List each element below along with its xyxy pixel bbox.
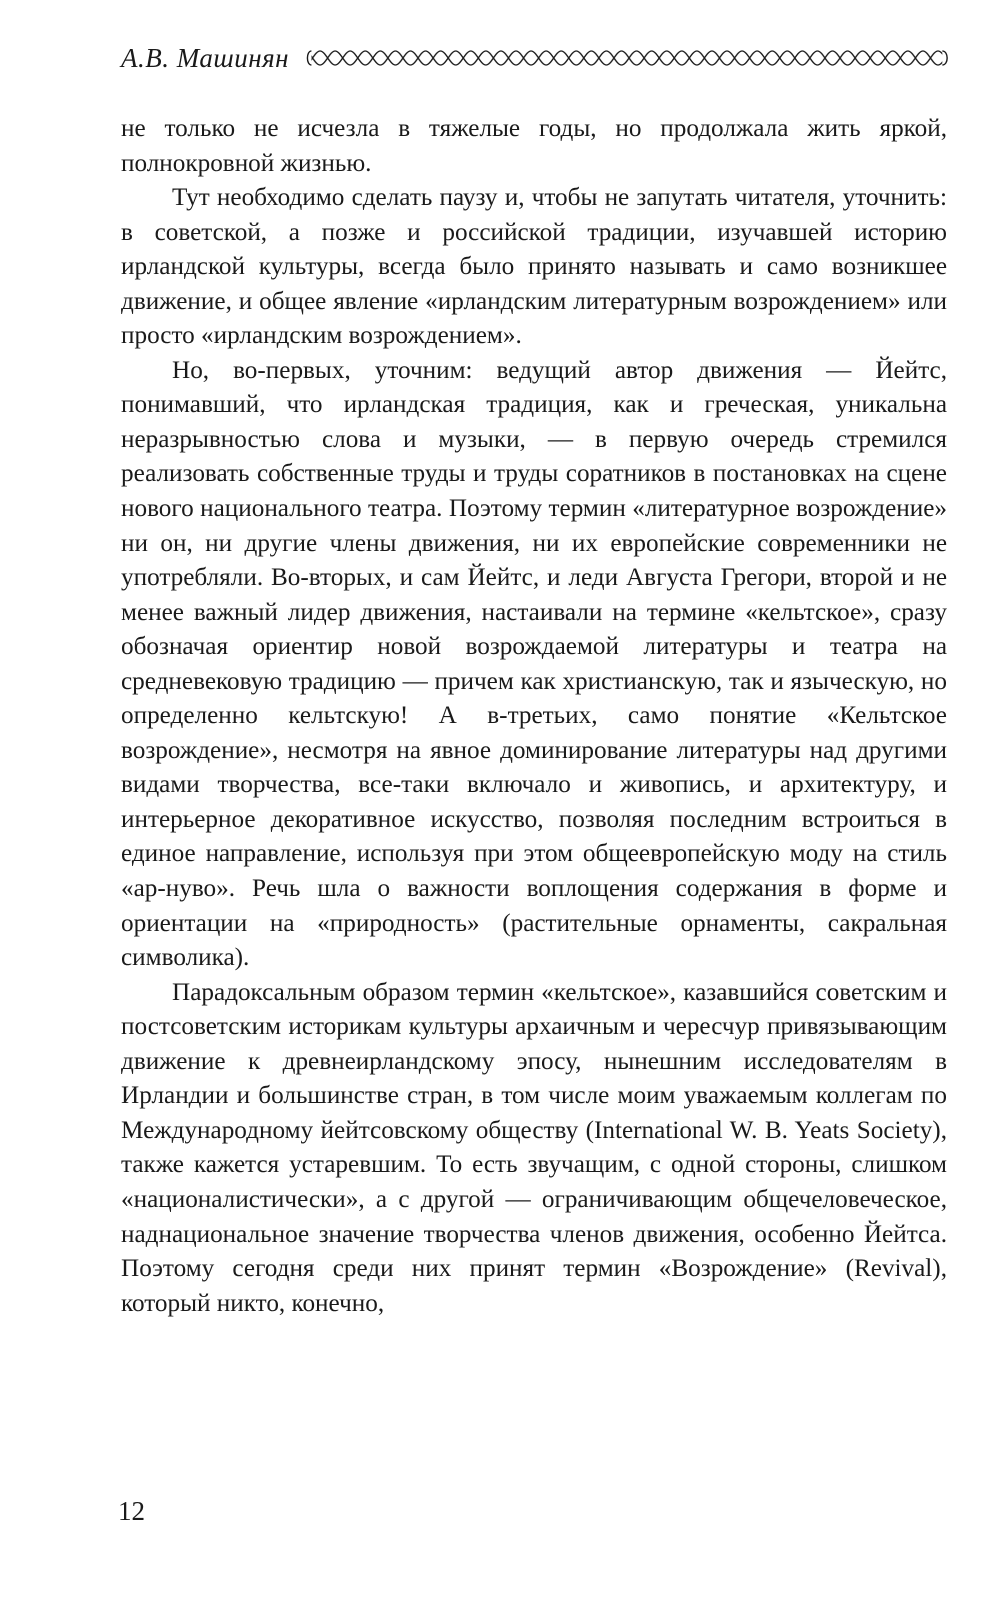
- paragraph: не только не исчезла в тяжелые годы, но продолжала жить яркой, полнокровной жизнью.: [121, 115, 947, 177]
- running-head-author: А.В. Машинян: [121, 42, 290, 73]
- paragraph: Тут необходимо сделать паузу и, чтобы не запутать читателя, уточнить: в советской, а позже и российской традиции, изучавшей историю ирландской культуры, всегда было принято называть и само возникшее движение, и общее явление «ирландским литературным возрождением» или просто «ирландским возрождением».: [121, 184, 947, 350]
- rope-ornament-icon: [305, 46, 951, 70]
- paragraph: Но, во-первых, уточним: ведущий автор движения — Йейтс, понимавший, что ирландская традиция, как и греческая, уникальна неразрывностью слова и музыки, — в первую очередь стремился реализовать собственные труды и труды соратников в постановках на сцене нового национального театра. Поэтому термин «литературное возрождение» ни он, ни другие члены движения, ни их европейские современники не употребляли. Во-вторых, и сам Йейтс, и леди Августа Грегори, второй и не менее важный лидер движения, настаивали на термине «кельтское», сразу обозначая ориентир новой возрождаемой литературы и театра на средневековую традицию — причем как христианскую, так и языческую, но определенно кельтскую! А в-третьих, само понятие «Кельтское возрождение», несмотря на явное доминирование литературы над другими видами творчества, все-таки включало и живопись, и архитектуру, и интерьерное декоративное искусство, позволяя последним встроиться в единое направление, используя при этом общеевропейскую моду на стиль «ар-нуво». Речь шла о важности воплощения содержания в форме и ориентации на «природность» (растительные орнаменты, сакральная символика).: [121, 356, 947, 972]
- running-head: [121, 38, 951, 78]
- page-number: 12: [118, 1496, 145, 1526]
- body-text: [121, 112, 947, 1321]
- paragraph: Парадоксальным образом термин «кельтское», казавшийся советским и постсоветским историкам культуры архаичным и чересчур привязывающим движение к древнеирландскому эпосу, нынешним исследователям в Ирландии и большинстве стран, в том числе моим уважаемым коллегам по Международному йейтсовскому обществу (International W. B. Yeats Society), также кажется устаревшим. То есть звучащим, с одной стороны, слишком «националистически», а с другой — ограничивающим общечеловеческое, наднациональное значение творчества членов движения, особенно Йейтса. Поэтому сегодня среди них принят термин «Возрождение» (Revival), который никто, конечно,: [121, 978, 947, 1317]
